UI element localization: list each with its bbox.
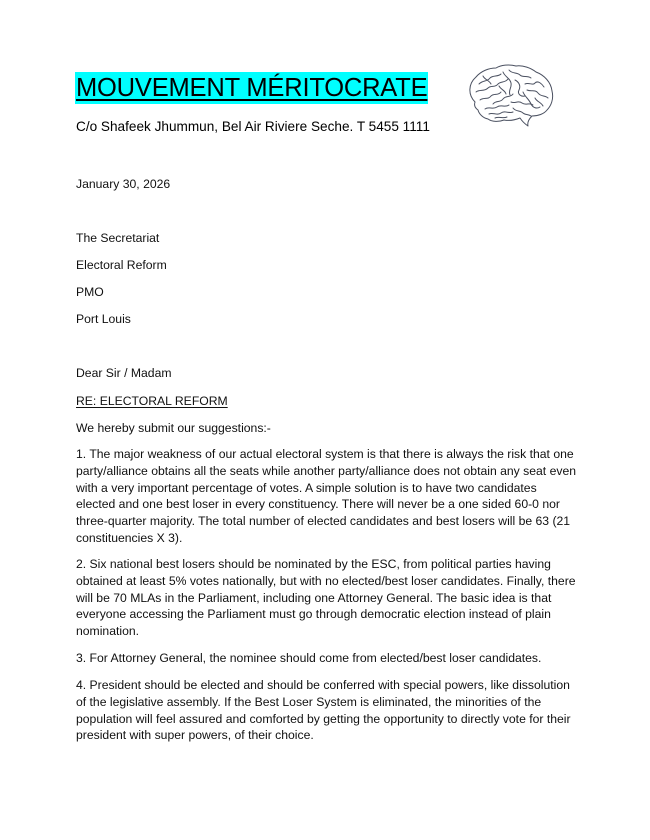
recipient-line: Electoral Reform [76, 258, 167, 272]
subject-line: RE: ELECTORAL REFORM [76, 394, 228, 408]
brain-icon [465, 62, 557, 130]
organization-title: MOUVEMENT MÉRITOCRATE [76, 74, 428, 102]
recipient-line: PMO [76, 285, 104, 299]
recipient-line: Port Louis [76, 312, 131, 326]
suggestion-paragraph: 2. Six national best losers should be nominated by the ESC, from political parties having obtained at least 5% votes nationally, but with no elected/best loser candidates. Finally, there will be 70 MLAs in the Parliament, including one Attorney General. The basic idea is that everyone accessing the Parliament must go through democratic election instead of plain nomination. [76, 557, 576, 639]
salutation: Dear Sir / Madam [76, 366, 172, 380]
intro-line: We hereby submit our suggestions:- [76, 421, 271, 435]
suggestion-paragraph: 4. President should be elected and should be conferred with special powers, like dissolution of the legislative assembly. If the Best Loser System is eliminated, the minorities of the population will feel assured and comforted by getting the opportunity to directly vote for their president with super powers, of their choice. [76, 678, 571, 743]
suggestion-paragraph: 1. The major weakness of our actual electoral system is that there is always the risk that one party/alliance obtains all the seats while another party/alliance does not obtain any seat even with a very important percentage of votes. A simple solution is to have two candidates elected and one best loser in every constituency. There will never be a one sided 60-0 nor three-quarter majority. The total number of elected candidates and best losers will be 63 (21 constituencies X 3). [76, 447, 577, 545]
sender-address: C/o Shafeek Jhummun, Bel Air Riviere Seche. T 5455 1111 [76, 119, 430, 134]
recipient-line: The Secretariat [76, 231, 160, 245]
suggestion-paragraph: 3. For Attorney General, the nominee should come from elected/best loser candidates. [76, 651, 542, 665]
letter-date: January 30, 2026 [76, 177, 171, 191]
